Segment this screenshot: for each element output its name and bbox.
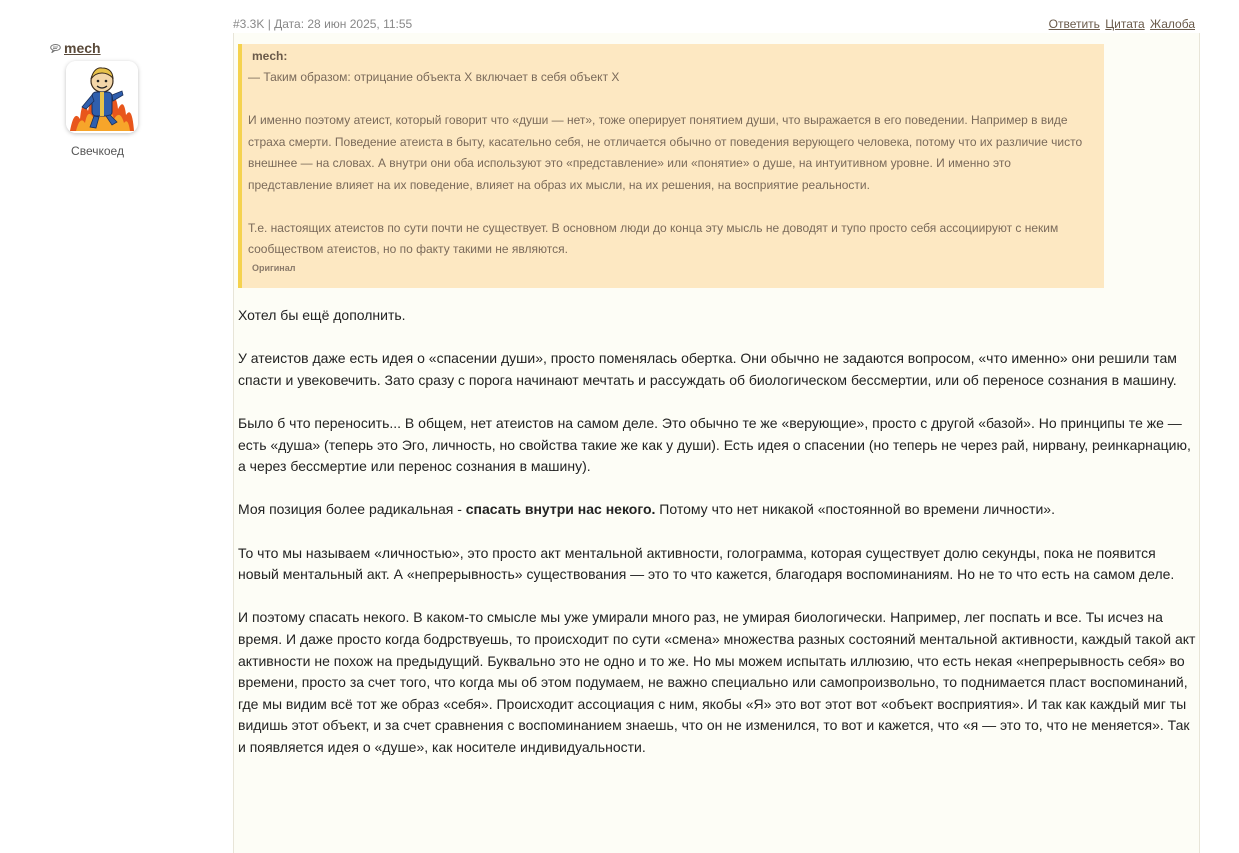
body-paragraph: То что мы называем «личностью», это просто акт ментальной активности, голограмма, которая существует долю секунды, пока не появится новый ментальный акт. А «непрерывность» существования — это то что кажется, благодаря воспоминаниям. Но не то что есть на самом деле. xyxy=(238,544,1175,583)
avatar[interactable] xyxy=(66,61,138,133)
body-text: Моя позиция более радикальная - xyxy=(238,501,466,518)
body-paragraph: Хотел бы ещё дополнить. xyxy=(238,307,406,323)
user-line xyxy=(50,40,101,56)
body-paragraph xyxy=(238,499,1196,521)
user-rank: Свечкоед xyxy=(71,144,124,158)
quote-original-link[interactable]: Оригинал xyxy=(252,262,296,273)
status-icon xyxy=(50,44,61,56)
quote-author: mech: xyxy=(252,49,288,63)
report-link[interactable]: Жалоба xyxy=(1150,17,1195,31)
post-meta: #3.3K | Дата: 28 июн 2025, 11:55 xyxy=(233,17,413,31)
body-bold-text: спасать внутри нас некого. xyxy=(465,501,656,518)
post-box xyxy=(233,33,1200,853)
body-paragraph: Было б что переносить... В общем, нет атеистов на самом деле. Это обычно те же «верующие», просто с другой «базой». Но принципы те же — есть «душа» (теперь это Эго, личность, но свойства такие же как у души). Есть идея о спасении (но теперь не через рай, нирвану, реинкарнацию, а через бессмертие или перенос сознания в машину). xyxy=(238,414,1191,475)
body-paragraph: У атеистов даже есть идея о «спасении души», просто поменялась обертка. Они обычно не задаются вопросом, «что именно» они решили там спасти и увековечить. Зато сразу с порога начинают мечтать и рассуждать об биологическом бессмертии, или об переносе сознания в машину. xyxy=(238,350,1177,388)
quote-paragraph: И именно поэтому атеист, который говорит что «души — нет», тоже оперирует понятием души, что выражается в его поведении. Например в виде страха смерти. Поведение атеиста в быту, касательно себя, не отличается обычно от поведения верующего человека, потому что их различие чисто внешнее — на словах. А внутри они оба используют это «представление» или «понятие» о душе, на интуитивном уровне. И именно это представление влияет на их поведение, влияет на образ их мысли, на их решения, на восприятие реальности. xyxy=(248,113,1083,192)
reply-link[interactable]: Ответить xyxy=(1048,17,1100,31)
quote-paragraph: — Таким образом: отрицание объекта Х включает в себя объект Х xyxy=(248,70,620,84)
quote-paragraph: Т.е. настоящих атеистов по сути почти не существует. В основном люди до конца эту мысль не доводят и тупо просто себя ассоциируют с неким сообществом атеистов, но по факту такими не являются. xyxy=(248,220,1059,256)
username-link[interactable]: mech xyxy=(64,40,101,56)
body-paragraph: И поэтому спасать некого. В каком-то смысле мы уже умирали много раз, не умирая биологически. Например, лег поспать и все. Ты исчез на время. И даже просто когда бодрствуешь, то происходит по сути «смена» множества разных состояний ментальной активности, каждый такой акт активности не похож на предыдущий. Буквально это не одно и то же. Но мы можем испытать иллюзию, что есть некая «непрерывность себя» во времени, просто за счет того, что когда мы об этом подумаем, не важно специально или самопроизвольно, то поднимается пласт воспоминаний, где мы видим всё тот же образ «себя». Происходит ассоциация с ним, якобы «Я» это вот этот вот «объект восприятия». И так как каждый миг ты видишь этот объект, и за счет сравнения с воспоминанием знаешь, что он не изменился, то вот и кажется, что «я — это то, что не меняется». Так и появляется идея о «душе», как носителе индивидуальности. xyxy=(238,609,1196,755)
body-text: Потому что нет никакой «постоянной во времени личности». xyxy=(655,501,1055,518)
quote-block xyxy=(238,44,1104,288)
quote-link[interactable]: Цитата xyxy=(1105,17,1145,31)
post-actions xyxy=(1047,17,1195,31)
post-header xyxy=(233,16,1195,32)
post-body xyxy=(238,305,1196,780)
